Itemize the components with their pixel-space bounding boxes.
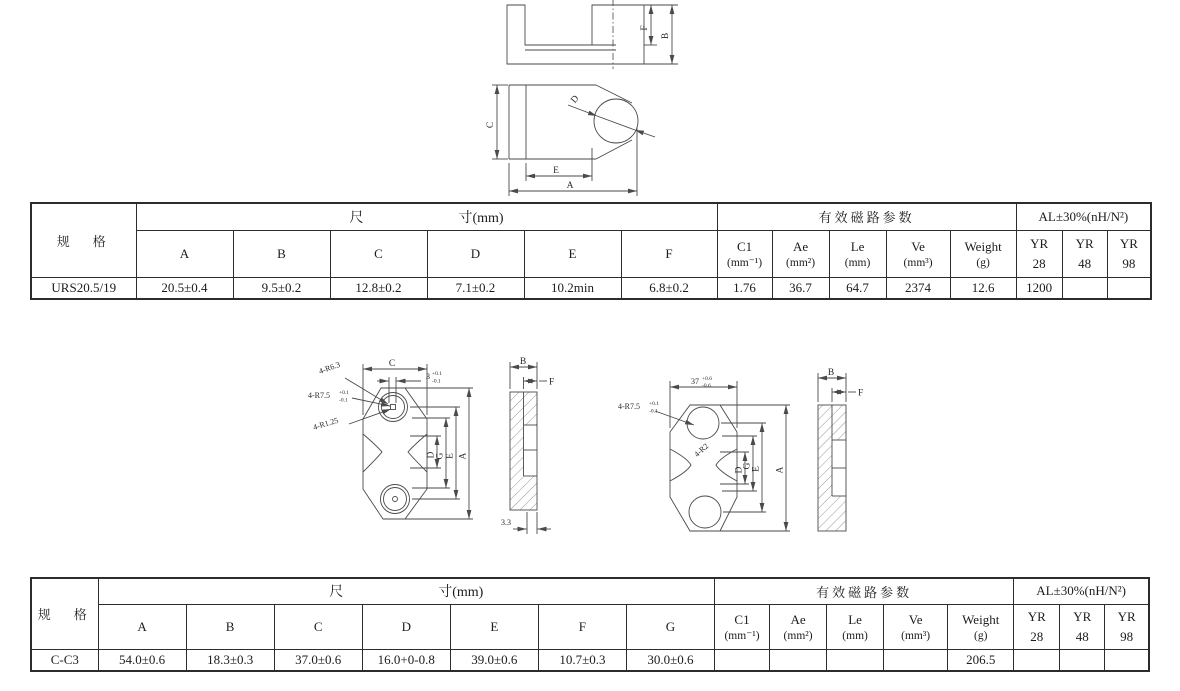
table2-header-row-2 bbox=[31, 604, 1149, 649]
leader-label-r7-5-sup: +0.1 bbox=[339, 390, 349, 396]
value-weight: 206.5 bbox=[948, 649, 1014, 671]
dim-label-e: E bbox=[751, 466, 762, 472]
value-a: 20.5±0.4 bbox=[136, 277, 233, 299]
value-yr48 bbox=[1062, 277, 1107, 299]
col-header-c1: C1 (mm⁻¹) bbox=[715, 604, 770, 649]
al-header-cell: AL±30%(nH/N²) bbox=[1014, 578, 1149, 604]
value-le: 64.7 bbox=[829, 277, 886, 299]
dimensions-header-cell bbox=[136, 203, 717, 230]
dim-label-e: E bbox=[445, 453, 456, 459]
width-dim-sub: -0.6 bbox=[702, 383, 711, 389]
value-yr28 bbox=[1014, 649, 1060, 671]
dim-header-left: 尺 bbox=[349, 210, 364, 226]
value-g: 30.0±0.6 bbox=[626, 649, 714, 671]
col-header-ve: Ve (mm³) bbox=[884, 604, 948, 649]
col-header-le: Le (mm) bbox=[827, 604, 884, 649]
col-header-a: A bbox=[98, 604, 186, 649]
col-header-ae: Ae (mm²) bbox=[772, 230, 829, 277]
col-header-f: F bbox=[621, 230, 717, 277]
value-yr28: 1200 bbox=[1016, 277, 1062, 299]
slot-dim-sub: -0.1 bbox=[432, 378, 441, 385]
dimensions-header-cell bbox=[98, 578, 714, 604]
value-e: 10.2min bbox=[524, 277, 621, 299]
dim-label-f: F bbox=[549, 377, 555, 388]
dim-header-left: 尺 bbox=[329, 585, 344, 601]
urs-core-side-view bbox=[507, 0, 678, 69]
spec-header-cell: 规 格 bbox=[31, 578, 98, 649]
dim-label-d: D bbox=[734, 466, 745, 474]
leader-label-r1-25: 4-R1.25 bbox=[311, 415, 340, 432]
slot-dim-sup: +0.1 bbox=[432, 371, 442, 377]
spec-table-cc3 bbox=[30, 577, 1150, 672]
col-header-f: F bbox=[538, 604, 626, 649]
col-header-yr48: YR 48 bbox=[1062, 230, 1107, 277]
value-c: 12.8±0.2 bbox=[330, 277, 427, 299]
plate2-section-view bbox=[818, 368, 863, 531]
dim-label-c: C bbox=[388, 359, 396, 369]
col-header-b: B bbox=[233, 230, 330, 277]
value-ve: 2374 bbox=[886, 277, 950, 299]
col-header-a: A bbox=[136, 230, 233, 277]
value-e: 39.0±0.6 bbox=[450, 649, 538, 671]
value-ae: 36.7 bbox=[772, 277, 829, 299]
dim-label-f: F bbox=[858, 388, 864, 399]
col-header-yr98: YR 98 bbox=[1105, 604, 1149, 649]
value-d: 7.1±0.2 bbox=[427, 277, 524, 299]
table2-header-row-1 bbox=[31, 578, 1149, 604]
col-header-yr48: YR 48 bbox=[1060, 604, 1105, 649]
width-dim-sup: +0.6 bbox=[702, 376, 712, 382]
dim-header-right: 寸(mm) bbox=[438, 585, 484, 601]
spec-value: URS20.5/19 bbox=[31, 277, 136, 299]
center-slot bbox=[391, 405, 396, 410]
value-c1: 1.76 bbox=[717, 277, 772, 299]
dim-label-e: E bbox=[553, 166, 559, 176]
value-weight: 12.6 bbox=[950, 277, 1016, 299]
spec-header-cell: 规 格 bbox=[31, 203, 136, 277]
value-f: 6.8±0.2 bbox=[621, 277, 717, 299]
col-header-yr98: YR 98 bbox=[1107, 230, 1151, 277]
value-a: 54.0±0.6 bbox=[98, 649, 186, 671]
value-c1 bbox=[715, 649, 770, 671]
col-header-ve: Ve (mm³) bbox=[886, 230, 950, 277]
value-yr98 bbox=[1107, 277, 1151, 299]
dim-label-a: A bbox=[566, 181, 574, 191]
urs-core-plan-view bbox=[486, 85, 655, 196]
value-b: 18.3±0.3 bbox=[186, 649, 274, 671]
value-d: 16.0+0-0.8 bbox=[362, 649, 450, 671]
col-header-yr28: YR 28 bbox=[1014, 604, 1060, 649]
value-f: 10.7±0.3 bbox=[538, 649, 626, 671]
col-header-c1: C1 (mm⁻¹) bbox=[717, 230, 772, 277]
leader-label-r2: 4-R2 bbox=[692, 441, 711, 459]
col-header-weight: Weight (g) bbox=[948, 604, 1014, 649]
dim-label-a: A bbox=[775, 466, 786, 474]
col-header-le: Le (mm) bbox=[829, 230, 886, 277]
dim-label-b: B bbox=[661, 32, 671, 40]
leader-label-r7-5-sub: -0.1 bbox=[649, 408, 658, 415]
col-header-e: E bbox=[524, 230, 621, 277]
value-yr98 bbox=[1105, 649, 1149, 671]
value-c: 37.0±0.6 bbox=[274, 649, 362, 671]
col-header-ae: Ae (mm²) bbox=[770, 604, 827, 649]
plate1-plan-view bbox=[308, 359, 473, 519]
slot-dim-value: 3 bbox=[426, 372, 430, 381]
dim-label-c: C bbox=[486, 121, 496, 129]
table1-header-row-1 bbox=[31, 203, 1151, 230]
col-header-yr28: YR 28 bbox=[1016, 230, 1062, 277]
magnetic-params-header-cell: 有效磁路参数 bbox=[715, 578, 1014, 604]
step-dim-3-3: 3.3 bbox=[501, 518, 511, 527]
plate1-section-view bbox=[501, 357, 554, 534]
dim-label-a: A bbox=[458, 452, 469, 460]
col-header-d: D bbox=[362, 604, 450, 649]
dim-label-b: B bbox=[519, 357, 527, 367]
dim-label-d: D bbox=[426, 451, 437, 459]
value-yr48 bbox=[1060, 649, 1105, 671]
col-header-d: D bbox=[427, 230, 524, 277]
col-header-b: B bbox=[186, 604, 274, 649]
col-header-g: G bbox=[626, 604, 714, 649]
dim-label-g: G bbox=[742, 462, 753, 470]
leader-label-r6-3: 4-R6.3 bbox=[317, 359, 342, 376]
table1-data-row bbox=[31, 277, 1151, 299]
dim-label-b: B bbox=[827, 368, 835, 378]
value-b: 9.5±0.2 bbox=[233, 277, 330, 299]
value-ve bbox=[884, 649, 948, 671]
magnetic-params-header-cell: 有效磁路参数 bbox=[717, 203, 1016, 230]
col-header-e: E bbox=[450, 604, 538, 649]
col-header-weight: Weight (g) bbox=[950, 230, 1016, 277]
leader-label-r7-5: 4-R7.5 bbox=[308, 391, 330, 400]
leader-label-r7-5-sup: +0.1 bbox=[649, 401, 659, 407]
value-le bbox=[827, 649, 884, 671]
dim-label-f: F bbox=[640, 25, 650, 31]
value-ae bbox=[770, 649, 827, 671]
spec-table-urs bbox=[30, 202, 1152, 300]
col-header-c: C bbox=[330, 230, 427, 277]
width-dim-value: 37 bbox=[691, 377, 699, 386]
leader-label-r7-5: 4-R7.5 bbox=[618, 402, 640, 411]
dim-label-g: G bbox=[435, 452, 446, 460]
round-leg-circle bbox=[594, 99, 638, 143]
col-header-c: C bbox=[274, 604, 362, 649]
table1-header-row-2 bbox=[31, 230, 1151, 277]
table2-data-row bbox=[31, 649, 1149, 671]
dim-label-d: D bbox=[569, 93, 582, 106]
spec-value: C-C3 bbox=[31, 649, 98, 671]
leader-label-r7-5-sub: -0.1 bbox=[339, 397, 348, 404]
al-header-cell: AL±30%(nH/N²) bbox=[1016, 203, 1151, 230]
dim-header-right: 寸(mm) bbox=[458, 210, 504, 226]
plate2-plan-view bbox=[618, 376, 790, 531]
